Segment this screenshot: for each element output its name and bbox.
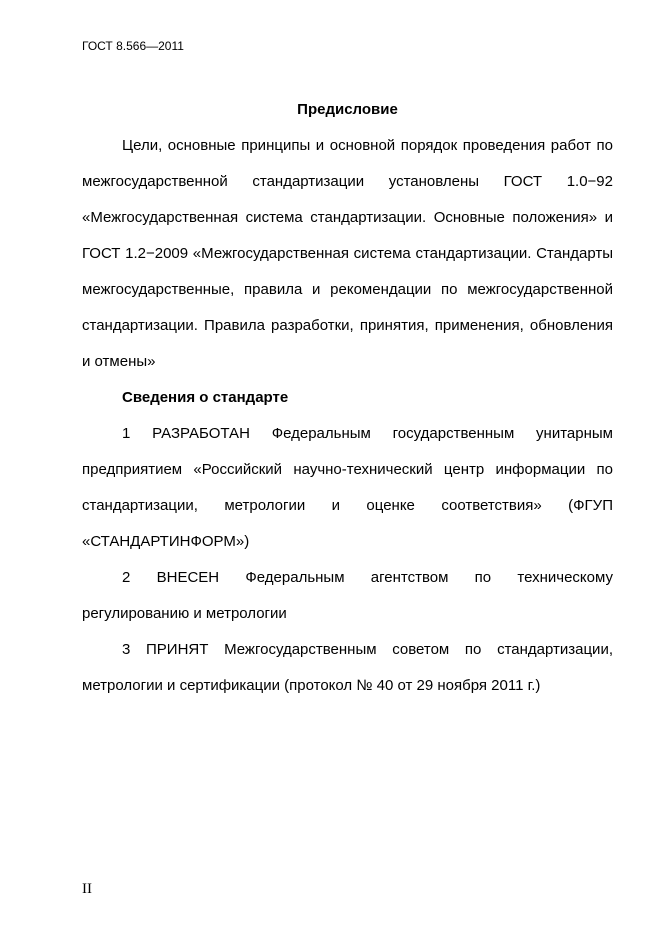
standard-info-item-developed: 1 РАЗРАБОТАН Федеральным государственным унитарным предприятием «Российский научно-технический центр информации по стандартизации, метрологии и оценке соответствия» (ФГУП «СТАНДАРТИНФОРМ») <box>82 425 613 550</box>
foreword-paragraph: Цели, основные принципы и основной порядок проведения работ по межгосударственной стандартизации установлены ГОСТ 1.0−92 «Межгосударственная система стандартизации. Основные положения» и ГОСТ 1.2−2009 «Межгосударственная система стандартизации. Стандарты межгосударственные, правила и рекомендации по межгосударственной стандартизации. Правила разработки, принятия, применения, обновления и отмены» <box>82 137 613 370</box>
standard-info-item-adopted: 3 ПРИНЯТ Межгосударственным советом по стандартизации, метрологии и сертификации (протокол № 40 от 29 ноября 2011 г.) <box>82 641 613 694</box>
document-body <box>82 128 613 704</box>
standard-info-item-submitted: 2 ВНЕСЕН Федеральным агентством по техническому регулированию и метрологии <box>82 569 613 622</box>
page-number: II <box>82 881 92 897</box>
page-title: Предисловие <box>297 101 398 118</box>
document-code-header: ГОСТ 8.566—2011 <box>82 39 184 53</box>
section-subheading: Сведения о стандарте <box>122 389 289 406</box>
